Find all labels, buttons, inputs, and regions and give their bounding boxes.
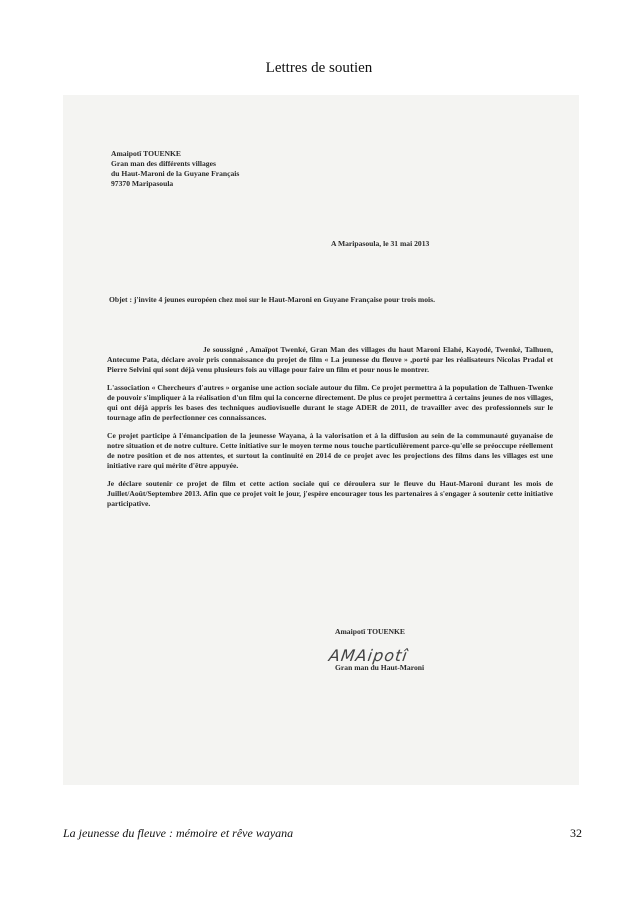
sender-line: du Haut-Maroni de la Guyane Français (111, 169, 240, 178)
letter-object: Objet : j'invite 4 jeunes européen chez moi sur le Haut-Maroni en Guyane Française pour trois mois. (109, 295, 436, 304)
paragraph: Je soussigné , Amaïpot Twenké, Gran Man des villages du haut Maroni Elahé, Kayodé, Twenké, Talhuen, Antecume Pata, déclare avoir pris connaissance du projet de film « La jeunesse du fleuve » ,porté par les réalisateurs Nicolas Pradal et Pierre Selvini qui sont déjà venu plusieurs fois au village pour faire un film et pour nous le montrer. (107, 345, 553, 374)
paragraph: Je déclare soutenir ce projet de film et cette action sociale qui ce déroulera sur le fleuve du Haut-Maroni durant les mois de Juillet/Août/Septembre 2013. Afin que ce projet voit le jour, j'espère encourager tous les partenaires à s'engager à soutenir cette initiative participative. (107, 479, 553, 508)
letter-content (83, 115, 559, 765)
scanned-letter (63, 95, 579, 785)
paragraph: Ce projet participe à l'émancipation de la jeunesse Wayana, à la valorisation et à la diffusion au sein de la communauté guyanaise de notre situation et de notre culture. Cette initiative sur le moyen terme nous touche particulièrement parce-qu'elle se préoccupe réellement de notre position et de nos attentes, et surtout la continuité en 2014 de ce projet avec les projections des films dans les villages est une initiative rare qui mérite d'être appuyée. (107, 431, 553, 470)
sender-address (111, 149, 239, 189)
signatory-name: Amaipotî TOUENKE (335, 627, 405, 636)
page-title: Lettres de soutien (265, 60, 373, 76)
signatory-title: Gran man du Haut-Maroni (335, 663, 425, 672)
letter-body (107, 345, 553, 517)
paragraph: L'association « Chercheurs d'autres » organise une action sociale autour du film. Ce projet permettra à la population de Talhuen-Twenke de pouvoir s'impliquer à la réalisation d'un film qui la concerne directement. De plus ce projet permettra à certains jeunes de nos villages, qui ont déjà appris les bases des techniques audiovisuelle durant le stage ADER de 2011, de travailler avec des professionnels sur le tournage afin de perfectionner ces connaissances. (107, 383, 553, 422)
page-number: 32 (570, 826, 582, 840)
footer-book-title: La jeunesse du fleuve : mémoire et rêve wayana (63, 826, 294, 840)
signature-block (327, 627, 425, 673)
handwritten-signature: AMAipotî (327, 646, 410, 665)
sender-line: Gran man des différents villages (111, 159, 216, 168)
sender-line: Amaipotî TOUENKE (111, 149, 181, 158)
sender-line: 97370 Maripasoula (111, 179, 174, 188)
date-line: A Maripasoula, le 31 mai 2013 (331, 239, 430, 248)
